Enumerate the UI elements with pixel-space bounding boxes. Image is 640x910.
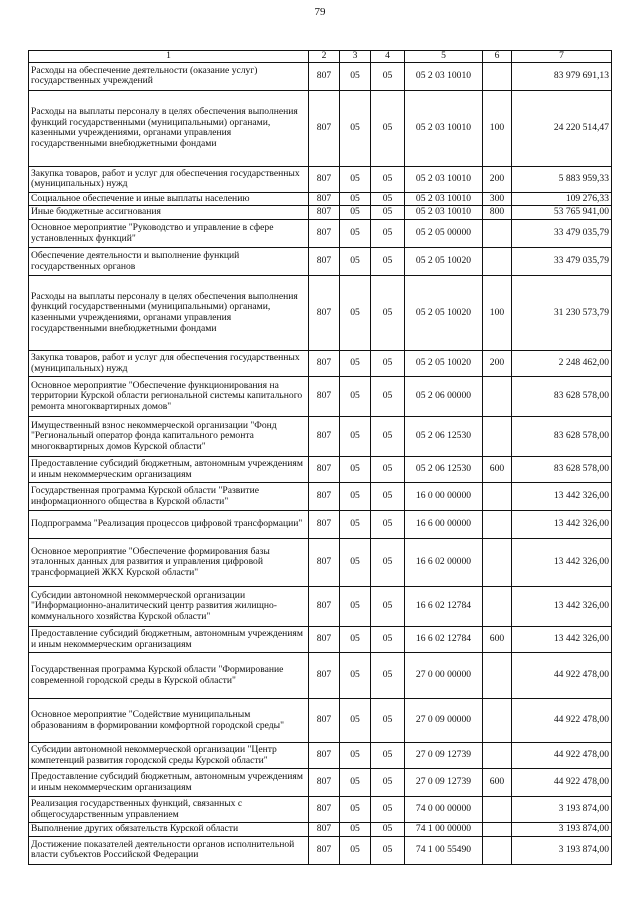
row-amount-cell: 33 479 035,79 [512,220,612,248]
row-name-cell: Социальное обеспечение и иные выплаты населению [29,192,309,206]
table-row [29,797,612,823]
row-code-cell: 05 [340,248,371,276]
row-expense-type-cell [483,823,512,837]
row-target-code-cell: 05 2 03 10010 [405,206,483,220]
row-target-code-cell: 05 2 05 10020 [405,276,483,351]
row-code-cell: 05 [371,627,405,653]
row-code-cell: 05 [340,483,371,511]
row-name-cell: Реализация государственных функций, связанных с общегосударственным управлением [29,797,309,823]
row-name-cell: Субсидии автономной некоммерческой организации "Центр компетенций развития городской среды Курской области" [29,743,309,769]
row-name-cell: Основное мероприятие "Содействие муниципальным образованиям в формировании комфортной городской среды" [29,699,309,743]
row-expense-type-cell [483,248,512,276]
row-name-cell: Основное мероприятие "Обеспечение функционирования на территории Курской области региональной системы капитального ремонта многоквартирных домов" [29,377,309,417]
row-code-cell: 807 [309,206,340,220]
column-header: 3 [340,51,371,63]
row-target-code-cell: 74 1 00 00000 [405,823,483,837]
row-code-cell: 05 [371,769,405,797]
table-row [29,220,612,248]
row-code-cell: 05 [371,90,405,166]
row-target-code-cell: 16 6 00 00000 [405,511,483,539]
row-code-cell: 05 [371,417,405,457]
row-code-cell: 05 [340,206,371,220]
row-target-code-cell: 27 0 00 00000 [405,653,483,699]
table-row [29,248,612,276]
row-name-cell: Основное мероприятие "Руководство и управление в сфере установленных функций" [29,220,309,248]
row-amount-cell: 83 628 578,00 [512,377,612,417]
row-amount-cell: 44 922 478,00 [512,653,612,699]
table-row [29,90,612,166]
row-code-cell: 807 [309,797,340,823]
row-code-cell: 05 [340,823,371,837]
row-code-cell: 05 [371,483,405,511]
table-row [29,627,612,653]
row-amount-cell: 13 442 326,00 [512,627,612,653]
row-name-cell: Субсидии автономной некоммерческой организации "Информационно-аналитический центр развития жилищно-коммунального хозяйства Курской области" [29,587,309,627]
row-name-cell: Государственная программа Курской области "Формирование современной городской среды в Курской области" [29,653,309,699]
row-code-cell: 807 [309,377,340,417]
table-row [29,539,612,587]
row-name-cell: Расходы на выплаты персоналу в целях обеспечения выполнения функций государственными (муниципальными) органами, казенными учреждениями, органами управления государственными внебюджетными фондами [29,276,309,351]
row-code-cell: 05 [340,539,371,587]
row-code-cell: 05 [371,377,405,417]
row-target-code-cell: 05 2 03 10010 [405,192,483,206]
row-code-cell: 05 [340,769,371,797]
row-code-cell: 807 [309,220,340,248]
row-target-code-cell: 05 2 05 10020 [405,248,483,276]
row-target-code-cell: 16 6 02 12784 [405,587,483,627]
row-target-code-cell: 05 2 03 10010 [405,166,483,192]
row-code-cell: 05 [340,627,371,653]
row-expense-type-cell [483,699,512,743]
row-name-cell: Обеспечение деятельности и выполнение функций государственных органов [29,248,309,276]
row-target-code-cell: 16 6 02 00000 [405,539,483,587]
row-amount-cell: 2 248 462,00 [512,351,612,377]
row-expense-type-cell [483,836,512,864]
row-code-cell: 05 [371,206,405,220]
row-expense-type-cell [483,511,512,539]
row-amount-cell: 83 979 691,13 [512,62,612,90]
row-code-cell: 05 [340,653,371,699]
row-name-cell: Основное мероприятие "Обеспечение формирования базы эталонных данных для развития и управления цифровой трансформацией ЖКХ Курской области" [29,539,309,587]
row-code-cell: 05 [340,587,371,627]
row-code-cell: 05 [371,220,405,248]
row-code-cell: 05 [371,797,405,823]
row-code-cell: 05 [340,220,371,248]
row-amount-cell: 3 193 874,00 [512,797,612,823]
row-code-cell: 05 [371,823,405,837]
row-expense-type-cell [483,797,512,823]
row-expense-type-cell: 200 [483,351,512,377]
column-header: 4 [371,51,405,63]
row-code-cell: 807 [309,823,340,837]
row-target-code-cell: 16 6 02 12784 [405,627,483,653]
row-amount-cell: 44 922 478,00 [512,699,612,743]
row-code-cell: 05 [340,511,371,539]
table-header-row [29,51,612,63]
row-expense-type-cell: 600 [483,457,512,483]
row-expense-type-cell [483,483,512,511]
row-name-cell: Закупка товаров, работ и услуг для обеспечения государственных (муниципальных) нужд [29,351,309,377]
row-amount-cell: 109 276,33 [512,192,612,206]
row-name-cell: Предоставление субсидий бюджетным, автономным учреждениям и иным некоммерческим организациям [29,769,309,797]
row-code-cell: 05 [371,351,405,377]
row-target-code-cell: 05 2 06 12530 [405,417,483,457]
column-header: 1 [29,51,309,63]
row-target-code-cell: 27 0 09 12739 [405,769,483,797]
table-row [29,699,612,743]
table-row [29,653,612,699]
row-name-cell: Достижение показателей деятельности органов исполнительной власти субъектов Российской Федерации [29,836,309,864]
row-code-cell: 05 [371,276,405,351]
row-amount-cell: 24 220 514,47 [512,90,612,166]
row-code-cell: 807 [309,351,340,377]
row-name-cell: Иные бюджетные ассигнования [29,206,309,220]
row-target-code-cell: 05 2 06 12530 [405,457,483,483]
row-code-cell: 05 [371,457,405,483]
row-code-cell: 05 [371,699,405,743]
table-row [29,206,612,220]
row-code-cell: 05 [340,62,371,90]
table-row [29,511,612,539]
row-expense-type-cell [483,587,512,627]
row-target-code-cell: 05 2 06 00000 [405,377,483,417]
row-code-cell: 05 [340,457,371,483]
row-code-cell: 807 [309,276,340,351]
row-target-code-cell: 74 0 00 00000 [405,797,483,823]
row-code-cell: 05 [371,62,405,90]
row-expense-type-cell [483,220,512,248]
row-code-cell: 807 [309,836,340,864]
row-code-cell: 05 [340,351,371,377]
row-code-cell: 807 [309,166,340,192]
row-amount-cell: 13 442 326,00 [512,587,612,627]
row-target-code-cell: 27 0 09 00000 [405,699,483,743]
row-code-cell: 05 [340,166,371,192]
row-code-cell: 05 [340,699,371,743]
row-code-cell: 05 [371,192,405,206]
row-code-cell: 807 [309,457,340,483]
row-amount-cell: 13 442 326,00 [512,511,612,539]
row-expense-type-cell: 200 [483,166,512,192]
row-amount-cell: 3 193 874,00 [512,836,612,864]
row-code-cell: 05 [371,836,405,864]
row-code-cell: 807 [309,483,340,511]
row-target-code-cell: 16 0 00 00000 [405,483,483,511]
row-name-cell: Предоставление субсидий бюджетным, автономным учреждениям и иным некоммерческим организациям [29,457,309,483]
column-header: 5 [405,51,483,63]
row-expense-type-cell: 600 [483,627,512,653]
row-expense-type-cell: 800 [483,206,512,220]
row-code-cell: 05 [371,539,405,587]
row-code-cell: 807 [309,769,340,797]
row-code-cell: 807 [309,62,340,90]
row-name-cell: Имущественный взнос некоммерческой организации "Фонд "Региональный оператор фонда капитального ремонта многоквартирных домов Курской области" [29,417,309,457]
row-amount-cell: 83 628 578,00 [512,457,612,483]
row-code-cell: 807 [309,539,340,587]
row-amount-cell: 13 442 326,00 [512,483,612,511]
table-row [29,769,612,797]
row-code-cell: 05 [340,377,371,417]
row-amount-cell: 53 765 941,00 [512,206,612,220]
table-row [29,743,612,769]
table-row [29,276,612,351]
row-code-cell: 05 [371,248,405,276]
row-code-cell: 05 [340,836,371,864]
row-code-cell: 05 [371,511,405,539]
row-code-cell: 05 [340,743,371,769]
row-code-cell: 05 [371,743,405,769]
row-code-cell: 807 [309,627,340,653]
row-code-cell: 05 [340,797,371,823]
row-target-code-cell: 05 2 03 10010 [405,90,483,166]
table-row [29,836,612,864]
table-row [29,417,612,457]
row-expense-type-cell: 300 [483,192,512,206]
row-amount-cell: 13 442 326,00 [512,539,612,587]
table-row [29,587,612,627]
row-code-cell: 05 [340,417,371,457]
table-row [29,823,612,837]
table-row [29,166,612,192]
row-target-code-cell: 05 2 03 10010 [405,62,483,90]
row-name-cell: Закупка товаров, работ и услуг для обеспечения государственных (муниципальных) нужд [29,166,309,192]
row-code-cell: 807 [309,653,340,699]
row-target-code-cell: 27 0 09 12739 [405,743,483,769]
table-row [29,192,612,206]
row-code-cell: 05 [371,653,405,699]
column-header: 2 [309,51,340,63]
row-code-cell: 807 [309,192,340,206]
row-code-cell: 807 [309,699,340,743]
row-amount-cell: 5 883 959,33 [512,166,612,192]
row-target-code-cell: 74 1 00 55490 [405,836,483,864]
table-row [29,457,612,483]
row-expense-type-cell [483,653,512,699]
budget-table [28,50,612,865]
row-target-code-cell: 05 2 05 00000 [405,220,483,248]
row-code-cell: 807 [309,248,340,276]
row-amount-cell: 3 193 874,00 [512,823,612,837]
row-code-cell: 807 [309,90,340,166]
row-name-cell: Предоставление субсидий бюджетным, автономным учреждениям и иным некоммерческим организациям [29,627,309,653]
row-expense-type-cell: 100 [483,90,512,166]
row-amount-cell: 31 230 573,79 [512,276,612,351]
row-name-cell: Государственная программа Курской области "Развитие информационного общества в Курской области" [29,483,309,511]
row-target-code-cell: 05 2 05 10020 [405,351,483,377]
row-name-cell: Расходы на выплаты персоналу в целях обеспечения выполнения функций государственными (муниципальными) органами, казенными учреждениями, органами управления государственными внебюджетными фондами [29,90,309,166]
row-amount-cell: 83 628 578,00 [512,417,612,457]
row-expense-type-cell: 100 [483,276,512,351]
row-code-cell: 05 [371,587,405,627]
row-code-cell: 807 [309,587,340,627]
row-code-cell: 807 [309,511,340,539]
row-expense-type-cell [483,539,512,587]
row-amount-cell: 44 922 478,00 [512,743,612,769]
row-name-cell: Расходы на обеспечение деятельности (оказание услуг) государственных учреждений [29,62,309,90]
table-row [29,483,612,511]
row-name-cell: Подпрограмма "Реализация процессов цифровой трансформации" [29,511,309,539]
row-code-cell: 05 [340,90,371,166]
table-row [29,377,612,417]
table-row [29,351,612,377]
row-expense-type-cell [483,417,512,457]
row-code-cell: 807 [309,743,340,769]
column-header: 7 [512,51,612,63]
table-row [29,62,612,90]
row-expense-type-cell: 600 [483,769,512,797]
row-code-cell: 05 [371,166,405,192]
row-name-cell: Выполнение других обязательств Курской области [29,823,309,837]
row-amount-cell: 44 922 478,00 [512,769,612,797]
row-code-cell: 807 [309,417,340,457]
row-code-cell: 05 [340,276,371,351]
page-number: 79 [314,6,326,18]
column-header: 6 [483,51,512,63]
row-expense-type-cell [483,743,512,769]
row-amount-cell: 33 479 035,79 [512,248,612,276]
row-expense-type-cell [483,62,512,90]
row-expense-type-cell [483,377,512,417]
row-code-cell: 05 [340,192,371,206]
